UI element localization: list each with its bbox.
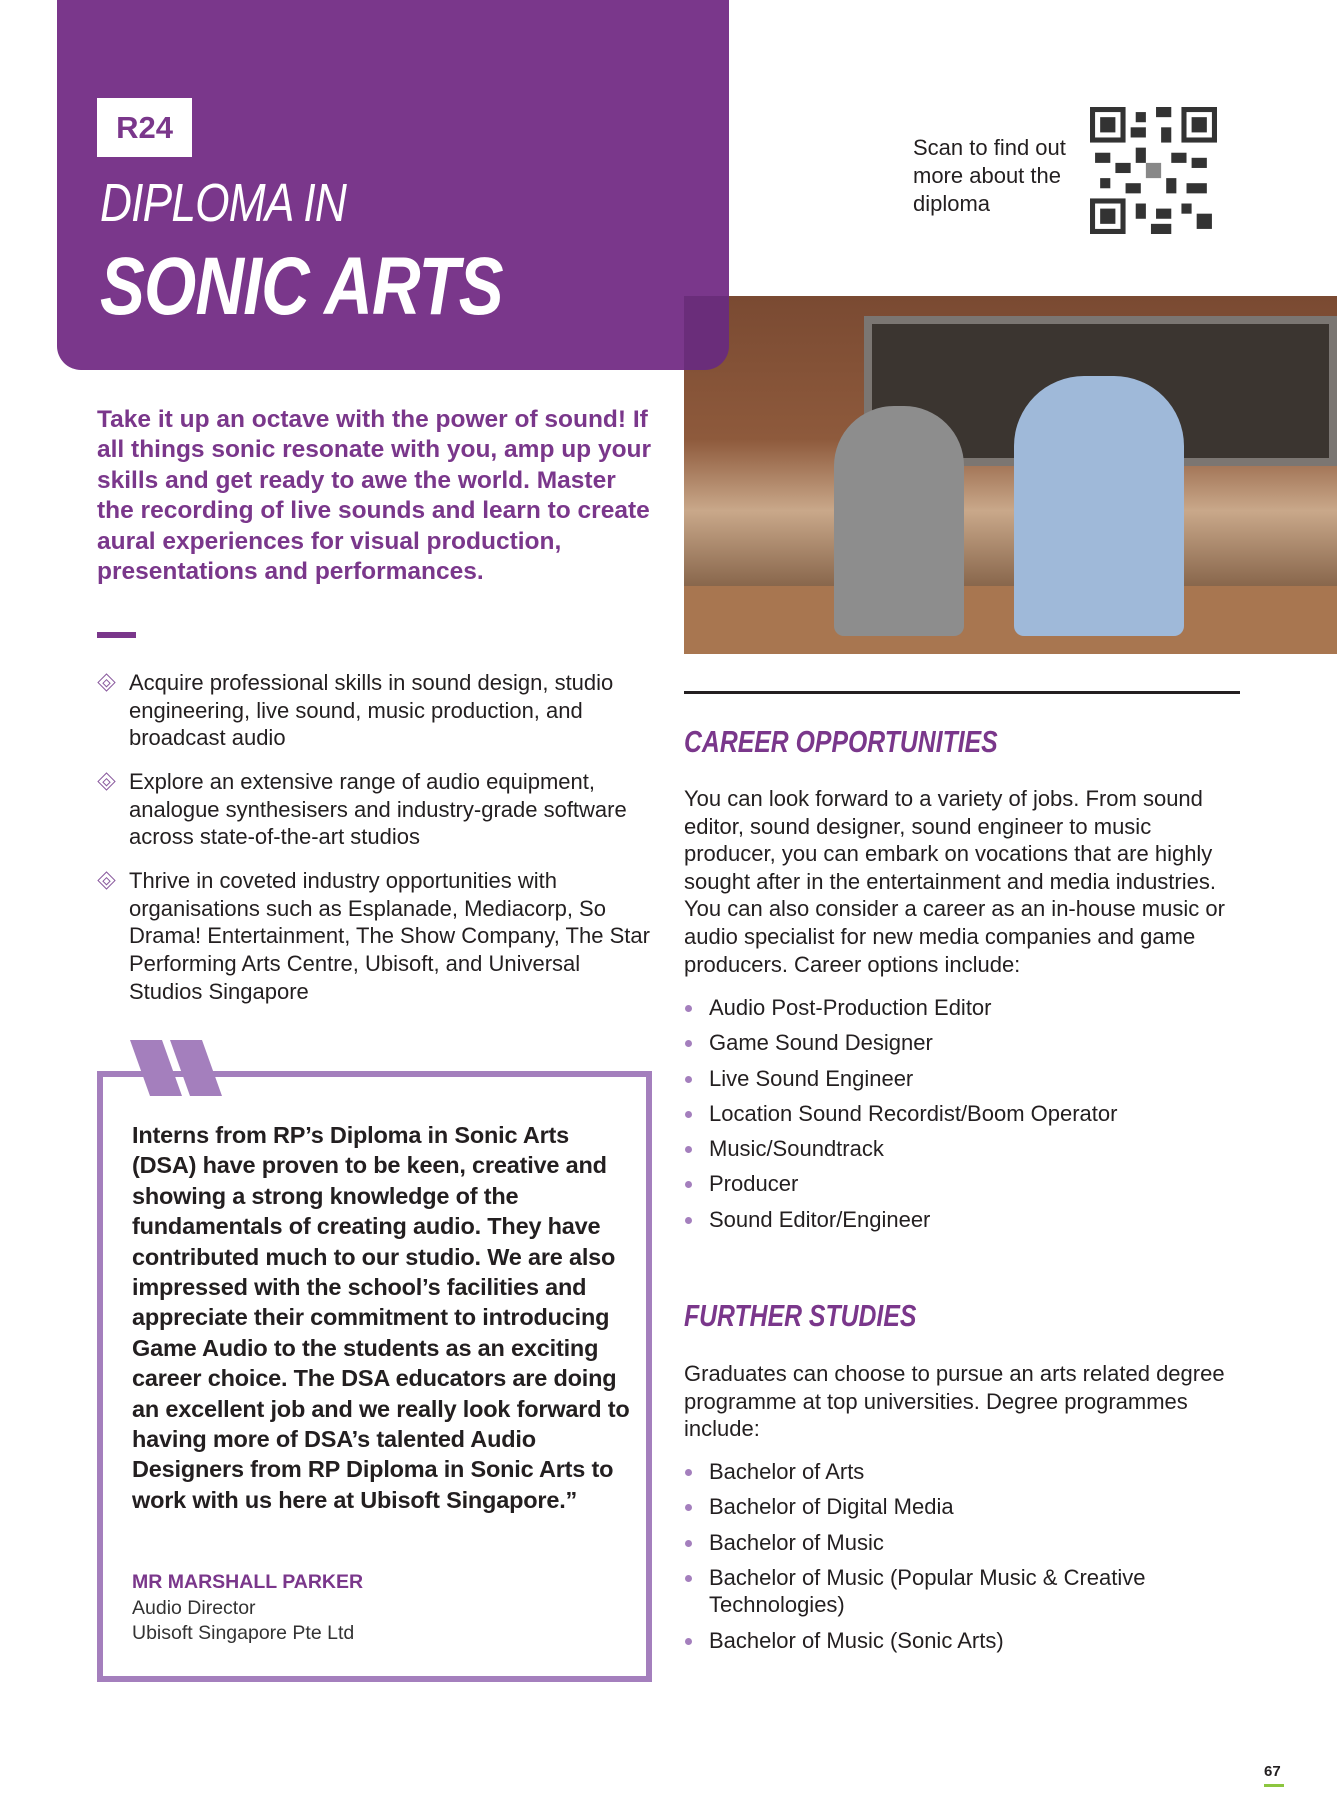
career-list bbox=[684, 994, 1244, 1241]
highlight-item bbox=[97, 669, 657, 752]
page-number: 67 bbox=[1264, 1763, 1281, 1780]
testimonial-name: MR MARSHALL PARKER bbox=[132, 1571, 364, 1593]
list-item: Music/Soundtrack bbox=[684, 1135, 1244, 1163]
intro-text: Take it up an octave with the power of sound! If all things sonic resonate with you, amp up your skills and get ready to awe the world. Master the recording of live sounds and learn to create aural experiences for visual production, presentations and performances. bbox=[97, 406, 652, 586]
qr-code-icon[interactable] bbox=[1090, 107, 1217, 234]
career-text: You can look forward to a variety of jobs. From sound editor, sound designer, sound engineer to music producer, you can embark on vocations that are highly sought after in the entertainment and media industries. You can also consider a career as an in-house music or audio specialist for new media companies and game producers. Career options include: bbox=[684, 786, 1225, 977]
list-item: Sound Editor/Engineer bbox=[684, 1206, 1244, 1234]
highlight-item bbox=[97, 768, 657, 851]
diamond-bullet-icon bbox=[97, 871, 115, 889]
career-heading: CAREER OPPORTUNITIES bbox=[684, 724, 998, 759]
further-studies-list bbox=[684, 1458, 1244, 1662]
section-rule bbox=[684, 691, 1240, 694]
further-studies-heading: FURTHER STUDIES bbox=[684, 1298, 917, 1333]
testimonial-quote: Interns from RP’s Diploma in Sonic Arts (DSA) have proven to be keen, creative and showing a strong knowledge of the fundamentals of creating audio. They have contributed much to our studio. We are also impressed with the school’s facilities and appreciate their commitment to introducing Game Audio to the students as an exciting career choice. The DSA educators are doing an excellent job and we really look forward to having more of DSA’s talented Audio Designers from RP Diploma in Sonic Arts to work with us here at Ubisoft Singapore.” bbox=[132, 1122, 630, 1513]
divider-dash bbox=[97, 632, 136, 638]
role: Audio Director bbox=[132, 1597, 256, 1619]
list-item: Bachelor of Music bbox=[684, 1529, 1244, 1557]
page-number-underline bbox=[1264, 1784, 1284, 1787]
list-item: Bachelor of Digital Media bbox=[684, 1493, 1244, 1521]
quote-mark-icon bbox=[130, 1040, 225, 1096]
highlight-item bbox=[97, 867, 657, 1006]
company: Ubisoft Singapore Pte Ltd bbox=[132, 1622, 355, 1644]
banner-corner bbox=[684, 296, 729, 370]
students-in-studio-photo bbox=[684, 296, 1337, 654]
title-line2: SONIC ARTS bbox=[100, 241, 503, 332]
highlight-text: Explore an extensive range of audio equipment, analogue synthesisers and industry-grade software across state-of-the-art studios bbox=[129, 769, 627, 850]
list-item: Location Sound Recordist/Boom Operator bbox=[684, 1100, 1244, 1128]
qr-caption: Scan to find out more about the diploma bbox=[913, 135, 1066, 216]
title-line1: DIPLOMA IN bbox=[100, 173, 347, 233]
list-item: Live Sound Engineer bbox=[684, 1065, 1244, 1093]
diamond-bullet-icon bbox=[97, 772, 115, 790]
list-item: Game Sound Designer bbox=[684, 1029, 1244, 1057]
testimonial-role bbox=[132, 1596, 354, 1646]
list-item: Producer bbox=[684, 1170, 1244, 1198]
course-code-badge: R24 bbox=[97, 98, 192, 157]
list-item: Bachelor of Music (Popular Music & Creative Technologies) bbox=[684, 1564, 1244, 1619]
highlight-text: Thrive in coveted industry opportunities with organisations such as Esplanade, Mediacorp, So Drama! Entertainment, The Show Company, The Star Performing Arts Centre, Ubisoft, and Universal Studios Singapore bbox=[129, 868, 650, 1004]
list-item: Audio Post-Production Editor bbox=[684, 994, 1244, 1022]
list-item: Bachelor of Arts bbox=[684, 1458, 1244, 1486]
list-item: Bachelor of Music (Sonic Arts) bbox=[684, 1627, 1244, 1655]
highlight-text: Acquire professional skills in sound design, studio engineering, live sound, music production, and broadcast audio bbox=[129, 670, 614, 751]
diamond-bullet-icon bbox=[97, 673, 115, 691]
further-studies-text: Graduates can choose to pursue an arts related degree programme at top universities. Degree programmes include: bbox=[684, 1361, 1225, 1442]
